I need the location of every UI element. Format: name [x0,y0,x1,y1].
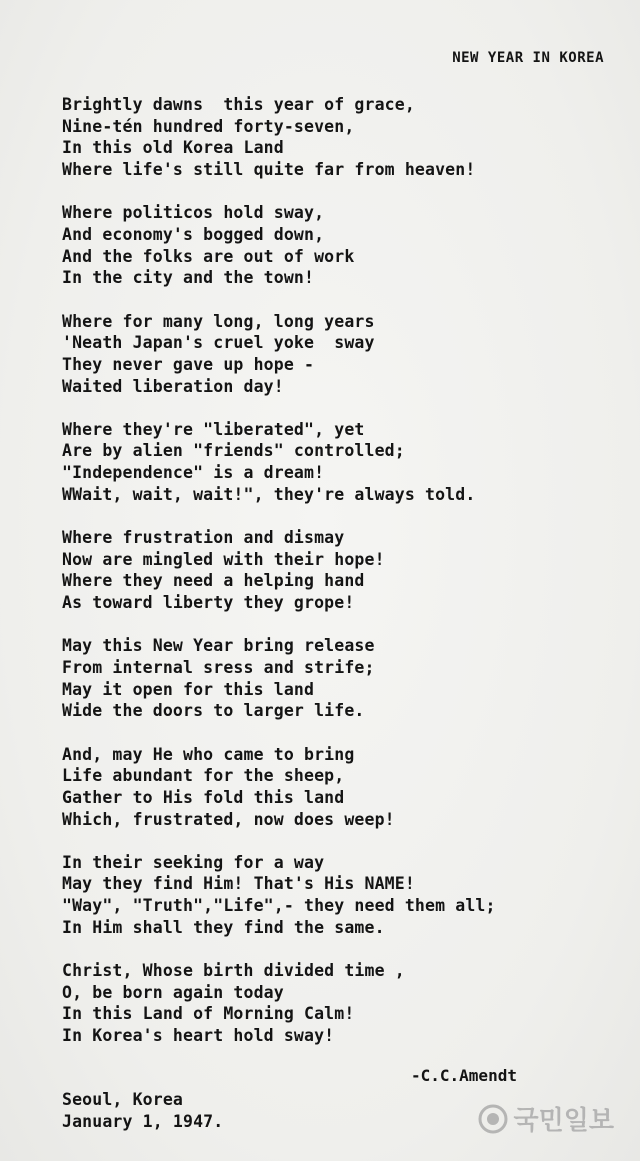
poem-line: Are by alien "friends" controlled; [62,441,405,461]
newspaper-watermark [478,1100,614,1137]
poem-body [62,94,622,1068]
poem-line: As toward liberty they grope! [62,593,355,613]
poem-line: Now are mingled with their hope! [62,549,385,569]
kukmin-ilbo-logo-icon [478,1104,508,1134]
watermark-text: 국민일보 [513,1106,614,1136]
poem-line: Nine-tén hundred forty-seven, [62,116,355,136]
poem-line: Where they're "liberated", yet [62,419,365,439]
poem-line: 'Neath Japan's cruel yoke sway [62,333,375,353]
poem-line: And the folks are out of work [62,246,355,266]
poem-line: Waited liberation day! [62,376,284,396]
place-line: Seoul, Korea [62,1090,184,1109]
poem-line: Where life's still quite far from heaven! [62,160,476,180]
poem-line: Where frustration and dismay [62,528,345,547]
poem-line: Gather to His fold this land [62,787,345,807]
stanza [62,202,622,289]
poem-line: Which, frustrated, now does weep! [62,809,395,829]
poem-line: In their seeking for a way [62,852,325,872]
poem-line: May it open for this land [62,679,315,699]
stanza [62,852,622,939]
poem-line: May this New Year bring release [62,636,375,656]
poem-line: And, may He who came to bring [62,744,355,764]
poem-line: In Korea's heart hold sway! [62,1026,335,1046]
stanza [62,419,622,506]
stanza [62,94,622,181]
poem-title: NEW YEAR IN KOREA [452,50,604,66]
poem-line: Brightly dawns this year of grace, [62,95,415,114]
poem-line: Where politicos hold sway, [62,203,325,223]
date-line: January 1, 1947. [62,1111,224,1131]
poem-line: May they find Him! That's His NAME! [62,874,415,894]
footer-location-date [62,1089,223,1132]
poem-line: In this Land of Morning Calm! [62,1004,355,1024]
stanza [62,960,622,1047]
poem-line: In this old Korea Land [62,138,284,158]
poem-line: In the city and the town! [62,268,315,288]
stanza [62,527,622,614]
poem-line: And economy's bogged down, [62,224,325,244]
poem-line: From internal sress and strife; [62,657,375,677]
poem-line: Where for many long, long years [62,311,375,331]
poem-line: Christ, Whose birth divided time , [62,961,405,980]
poem-line: "Way", "Truth","Life",- they need them all; [62,896,496,916]
poem-line: They never gave up hope - [62,354,315,374]
stanza [62,311,622,398]
poem-line: Wide the doors to larger life. [62,701,365,721]
stanza [62,635,622,722]
poem-line: In Him shall they find the same. [62,917,385,937]
poem-line: Where they need a helping hand [62,571,365,591]
poem-line: WWait, wait, wait!", they're always told. [62,484,476,504]
poem-line: "Independence" is a dream! [62,463,325,483]
poem-line: Life abundant for the sheep, [62,766,345,786]
poem-line: O, be born again today [62,982,284,1002]
stanza [62,744,622,831]
author-signature: -C.C.Amendt [411,1066,517,1085]
